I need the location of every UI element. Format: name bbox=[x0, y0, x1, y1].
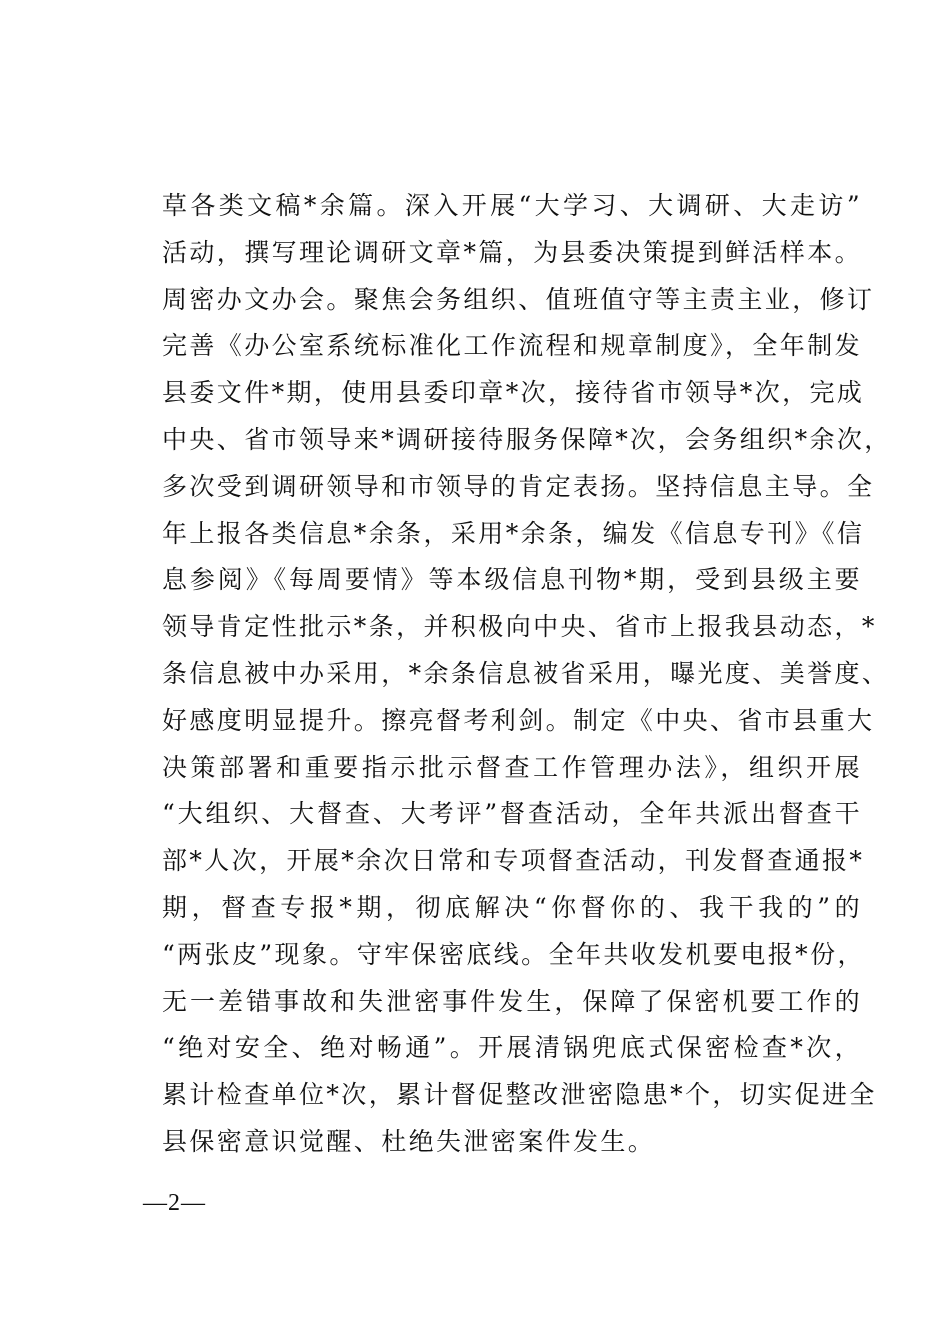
text-line-last: 县保密意识觉醒、杜绝失泄密案件发生。 bbox=[162, 1126, 656, 1156]
text-line: 累计检查单位*次，累计督促整改泄密隐患*个，切实促进全 bbox=[162, 1080, 877, 1110]
text-line: 部*人次，开展*余次日常和专项督查活动，刊发督查通报* bbox=[162, 846, 865, 876]
text-line: 好感度明显提升。擦亮督考利剑。制定《中央、省市县重大 bbox=[162, 705, 875, 735]
text-line: “绝对安全、绝对畅通”。开展清锅兜底式保密检查*次， bbox=[162, 1033, 862, 1063]
text-line: 完善《办公室系统标准化工作流程和规章制度》，全年制发 bbox=[162, 331, 862, 361]
text-line: 期，督查专报*期，彻底解决“你督你的、我干我的”的 bbox=[162, 892, 862, 922]
text-line: 领导肯定性批示*条，并积极向中央、省市上报我县动态，* bbox=[162, 612, 877, 642]
text-line: 年上报各类信息*余条，采用*余条，编发《信息专刊》《信 bbox=[162, 518, 865, 548]
text-line: 草各类文稿*余篇。深入开展“大学习、大调研、大走访” bbox=[162, 191, 862, 220]
text-line: 县委文件*期，使用县委印章*次，接待省市领导*次，完成 bbox=[162, 378, 865, 408]
body-text bbox=[162, 183, 892, 1166]
text-line: 多次受到调研领导和市领导的肯定表扬。坚持信息主导。全 bbox=[162, 471, 875, 501]
text-line: 息参阅》《每周要情》等本级信息刊物*期，受到县级主要 bbox=[162, 565, 862, 595]
text-line: “大组织、大督查、大考评”督查活动，全年共派出督查干 bbox=[162, 799, 862, 829]
text-line: 周密办文办会。聚焦会务组织、值班值守等主责主业，修订 bbox=[162, 284, 875, 314]
text-line: “两张皮”现象。守牢保密底线。全年共收发机要电报*份， bbox=[162, 939, 865, 969]
text-line: 决策部署和重要指示批示督查工作管理办法》，组织开展 bbox=[162, 752, 862, 782]
text-line: 活动，撰写理论调研文章*篇，为县委决策提到鲜活样本。 bbox=[162, 237, 862, 267]
text-line: 无一差错事故和失泄密事件发生，保障了保密机要工作的 bbox=[162, 986, 862, 1016]
text-line: 中央、省市领导来*调研接待服务保障*次，会务组织*余次， bbox=[162, 424, 892, 454]
text-line: 条信息被中办采用，*余条信息被省采用，曝光度、美誉度、 bbox=[162, 658, 890, 688]
page-number: —2— bbox=[143, 1190, 206, 1216]
